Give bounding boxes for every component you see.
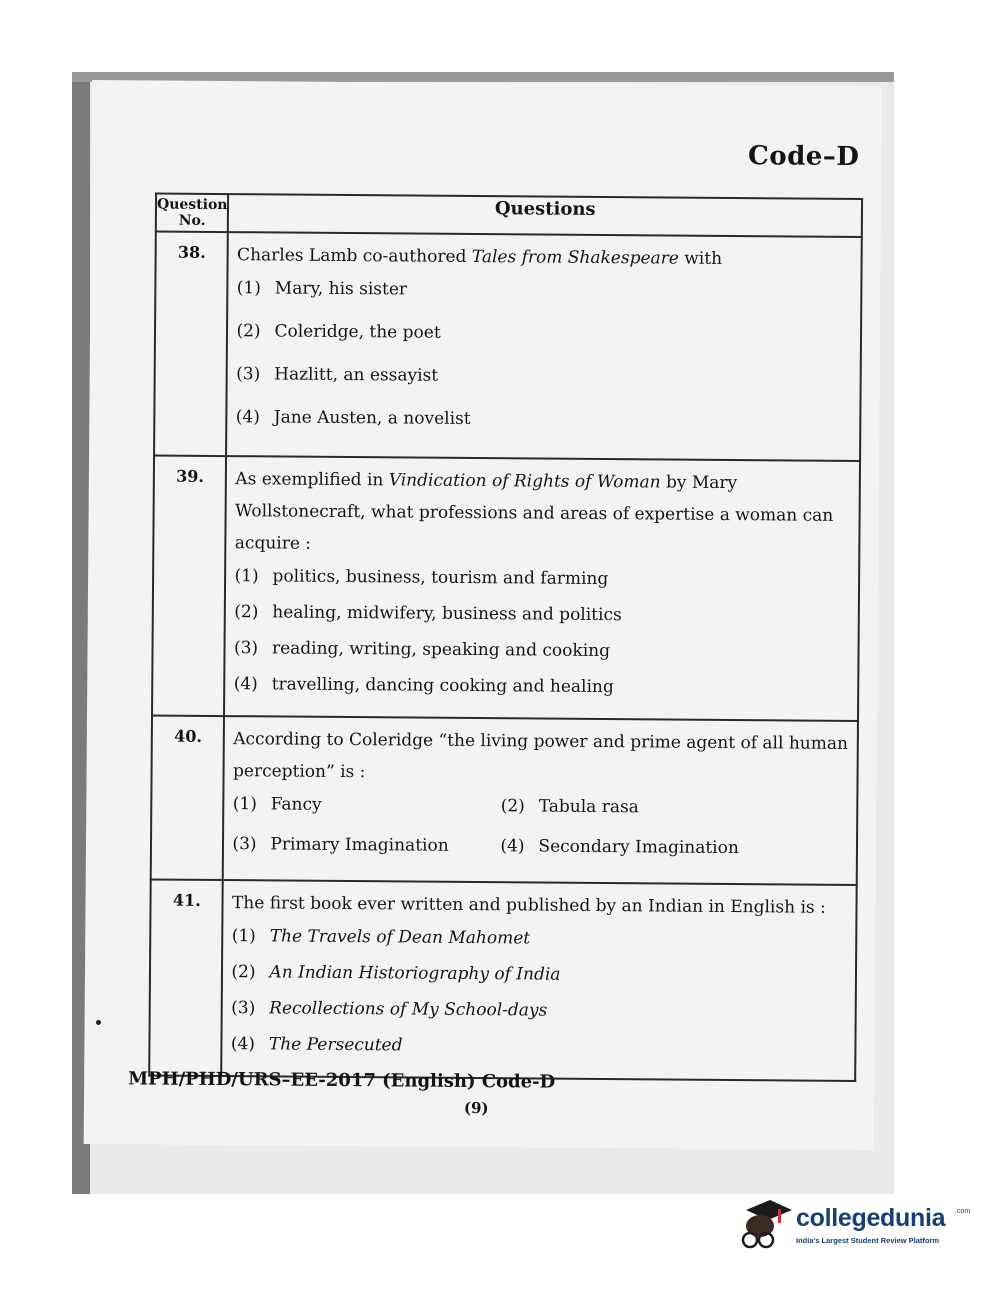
column-header-question-no: Question No. — [156, 194, 229, 233]
table-header-row — [156, 194, 862, 238]
question-number: 38. — [154, 232, 228, 457]
answer-option — [234, 563, 850, 604]
stem-text: by Mary Wollstonecraft, what professions and areas of expertise a woman can acquire : — [234, 472, 834, 554]
question-body — [223, 716, 858, 885]
option-number: (4) — [230, 1034, 256, 1055]
logo-wordmark: collegedunia — [796, 1204, 946, 1232]
question-body — [227, 232, 862, 461]
option-text: An Indian Historiography of India — [269, 962, 561, 985]
answer-option — [237, 275, 853, 323]
question-stem: The first book ever written and published by an Indian in English is : — [231, 893, 826, 918]
option-text: Tabula rasa — [538, 796, 639, 818]
option-number: (1) — [232, 794, 257, 815]
option-text: Mary, his sister — [274, 278, 408, 300]
answer-option — [231, 1031, 847, 1072]
option-number: (2) — [500, 796, 525, 817]
exam-code-footer: MPH/PHD/URS–EE-2017 (English) Code-D — [128, 1068, 556, 1093]
option-text: The Persecuted — [268, 1034, 403, 1056]
answer-option — [500, 833, 768, 875]
option-text: Fancy — [270, 794, 322, 815]
option-text: Secondary Imagination — [538, 836, 739, 859]
answer-option-row — [232, 831, 848, 876]
answer-option — [236, 361, 852, 409]
question-stem: According to Coleridge “the living power and prime agent of all human perception” is : — [232, 729, 849, 783]
stem-text: with — [678, 248, 723, 269]
option-number: (3) — [232, 834, 257, 855]
question-row — [149, 879, 857, 1081]
option-text: Hazlitt, an essayist — [274, 364, 439, 386]
answer-option — [234, 599, 850, 640]
answer-option-row — [233, 791, 849, 836]
logo-tagline: India's Largest Student Review Platform — [796, 1236, 940, 1245]
collegedunia-logo — [736, 1196, 971, 1256]
question-body — [222, 880, 857, 1081]
option-number: (4) — [233, 674, 258, 695]
page-number: (9) — [463, 1098, 489, 1118]
option-number: (3) — [231, 998, 256, 1019]
answer-option — [234, 671, 850, 712]
question-number: 40. — [151, 715, 225, 880]
code-label: Code–D — [747, 141, 860, 173]
option-number: (3) — [233, 638, 259, 659]
option-number: (3) — [236, 364, 261, 385]
mascot-icon — [736, 1196, 794, 1254]
option-text: politics, business, tourism and farming — [272, 566, 609, 590]
stem-text: Charles Lamb co-authored — [237, 245, 472, 267]
option-text: The Travels of Dean Mahomet — [269, 926, 531, 949]
question-stem — [235, 463, 851, 564]
option-number: (1) — [236, 278, 262, 299]
option-number: (1) — [231, 926, 256, 947]
option-number: (2) — [231, 962, 256, 983]
answer-option — [236, 404, 852, 452]
option-number: (2) — [236, 321, 261, 342]
option-text: Primary Imagination — [270, 834, 449, 856]
question-body — [224, 456, 860, 721]
option-number: (1) — [234, 566, 259, 587]
option-text: Recollections of My School-days — [269, 998, 548, 1021]
question-row — [154, 232, 862, 462]
question-row — [152, 455, 860, 721]
logo-domain: .com — [955, 1208, 971, 1215]
answer-option — [234, 635, 850, 676]
option-number: (4) — [500, 836, 525, 857]
question-number: 41. — [149, 879, 223, 1076]
stem-text: As exemplified in — [235, 469, 389, 491]
answer-option — [501, 793, 769, 835]
option-text: travelling, dancing cooking and healing — [271, 674, 614, 698]
answer-option — [231, 995, 847, 1036]
question-row — [151, 715, 858, 885]
option-text: Jane Austen, a novelist — [273, 407, 471, 429]
stem-title: Tales from Shakespeare — [471, 246, 679, 269]
stem-title: Vindication of Rights of Woman — [388, 470, 661, 493]
option-text: healing, midwifery, business and politics — [272, 602, 622, 626]
option-text: Coleridge, the poet — [274, 321, 441, 343]
exam-page — [84, 80, 882, 1150]
question-stem — [237, 239, 853, 276]
option-number: (4) — [235, 407, 260, 428]
scan-mark — [96, 1020, 101, 1025]
answer-option — [231, 959, 847, 1000]
answer-option — [232, 831, 500, 873]
questions-table — [148, 192, 863, 1082]
answer-option — [236, 318, 852, 366]
answer-option — [233, 791, 501, 833]
question-number: 39. — [152, 455, 227, 716]
option-number: (2) — [234, 602, 259, 623]
answer-option — [232, 923, 848, 964]
column-header-questions: Questions — [228, 194, 862, 237]
option-text: reading, writing, speaking and cooking — [271, 638, 611, 662]
